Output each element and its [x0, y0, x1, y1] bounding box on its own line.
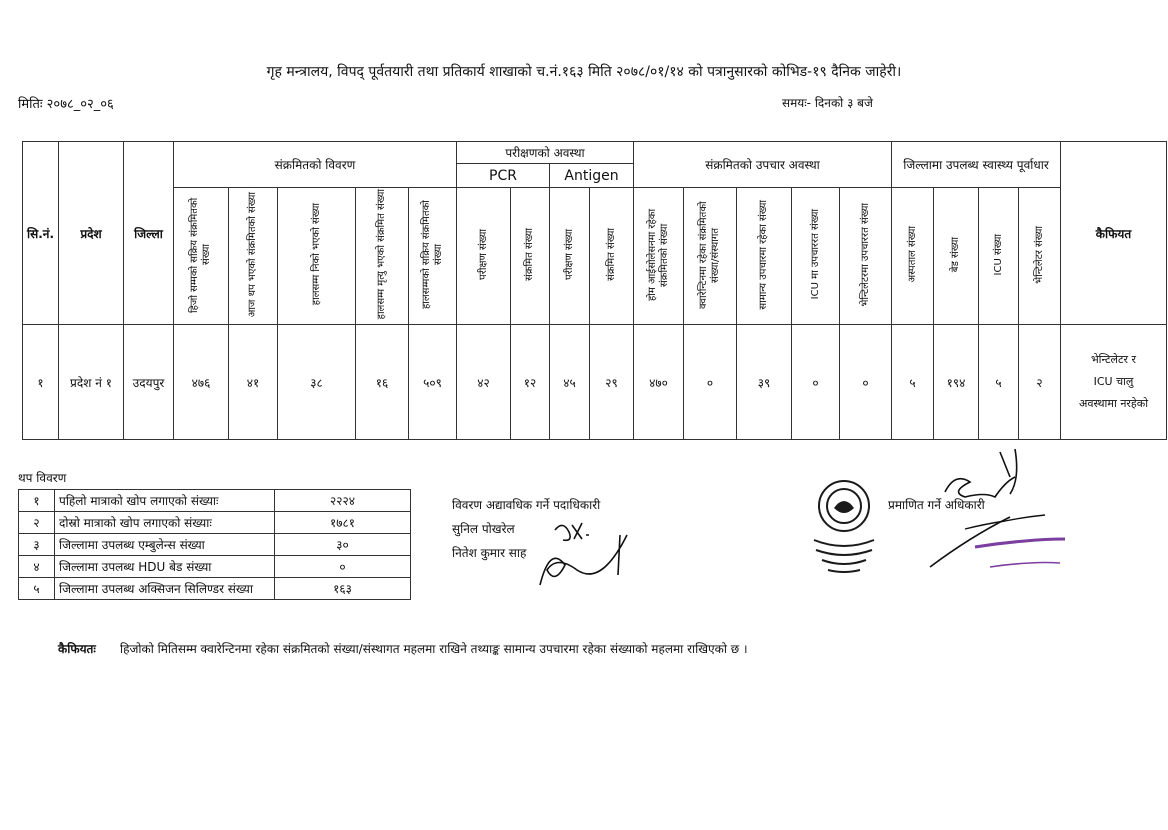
extra-sn: ३ — [19, 534, 55, 556]
col-district-header: जिल्ला — [124, 142, 174, 325]
cell-sn: १ — [23, 325, 59, 440]
cell-test: ४५ — [550, 325, 590, 440]
group-health-header: जिल्लामा उपलब्ध स्वास्थ्य पूर्वाधार — [892, 142, 1061, 188]
treatment-col-header: ICU मा उपचाररत संख्या — [792, 188, 840, 325]
remarks-line: भेन्टिलेटर र — [1090, 353, 1137, 366]
extra-label: जिल्लामा उपलब्ध अक्सिजन सिलिण्डर संख्या — [55, 578, 275, 600]
cell-treatment: ० — [792, 325, 840, 440]
table-row — [19, 578, 411, 600]
report-time: समयः- दिनको ३ बजे — [782, 96, 873, 110]
health-col-header: अस्पताल संख्या — [892, 188, 934, 325]
test-col-header: संक्रमित संख्या — [511, 188, 550, 325]
infected-col-header: हालसम्म मृत्यु भएको संक्रमित संख्या — [356, 188, 409, 325]
government-seal-image — [808, 478, 880, 576]
cell-district: उदयपुर — [124, 325, 174, 440]
extra-label: पहिलो मात्राको खोप लगाएको संख्याः — [55, 490, 275, 512]
extra-label: जिल्लामा उपलब्ध HDU बेड संख्या — [55, 556, 275, 578]
cell-treatment: ० — [840, 325, 892, 440]
health-col-header: भेन्टिलेटर संख्या — [1019, 188, 1061, 325]
group-treatment-header: संक्रमितको उपचार अवस्था — [634, 142, 892, 188]
extra-label: दोस्रो मात्राको खोप लगाएको संख्याः — [55, 512, 275, 534]
treatment-col-header: होम आईसोलेसनमा रहेका संक्रमितको संख्या — [634, 188, 684, 325]
test-col-header: परीक्षण संख्या — [550, 188, 590, 325]
extra-value: १७८१ — [275, 512, 411, 534]
cell-province: प्रदेश नं १ — [59, 325, 124, 440]
group-test-header: परीक्षणको अवस्था — [457, 142, 634, 164]
cell-treatment: ४७० — [634, 325, 684, 440]
health-col-header: बेड संख्या — [934, 188, 979, 325]
cell-test: १२ — [511, 325, 550, 440]
test-col-header: परीक्षण संख्या — [457, 188, 511, 325]
cell-test: २९ — [590, 325, 634, 440]
remarks-line: ICU चालु — [1093, 375, 1134, 388]
extra-label: जिल्लामा उपलब्ध एम्बुलेन्स संख्या — [55, 534, 275, 556]
extra-sn: १ — [19, 490, 55, 512]
remarks-line: अवस्थामा नरहेको — [1078, 397, 1149, 410]
cell-test: ४२ — [457, 325, 511, 440]
group-pcr-header: PCR — [457, 164, 550, 188]
treatment-col-header: भेन्टिलेटरमा उपचाररत संख्या — [840, 188, 892, 325]
table-row — [19, 534, 411, 556]
cell-treatment: ३९ — [737, 325, 792, 440]
extra-details-title: थप विवरण — [18, 471, 67, 485]
cell-remarks — [1061, 325, 1167, 440]
table-row — [19, 512, 411, 534]
cell-health: २ — [1019, 325, 1061, 440]
col-province-header: प्रदेश — [59, 142, 124, 325]
cell-infected: ४७६ — [174, 325, 229, 440]
group-infected-header: संक्रमितको विवरण — [174, 142, 457, 188]
extra-value: २२२४ — [275, 490, 411, 512]
remarks-text: हिजोको मितिसम्म क्वारेन्टिनमा रहेका संक्रमितको संख्या/संस्थागत महलमा राखिने तथ्याङ्क सामान्य उपचारमा रहेका संख्याको महलमा राखिएको छ । — [120, 642, 748, 656]
table-row — [19, 490, 411, 512]
extra-sn: ५ — [19, 578, 55, 600]
infected-col-header: हालसम्मको सक्रिय संक्रमितको संख्या — [409, 188, 457, 325]
official-signature-image — [520, 505, 650, 600]
official-name: सुनिल पोखरेल — [452, 522, 515, 536]
extra-value: ३० — [275, 534, 411, 556]
treatment-col-header: सामान्य उपचारमा रहेका संख्या — [737, 188, 792, 325]
authority-signature-stamp-image — [915, 437, 1105, 587]
extra-details-table — [18, 489, 411, 600]
cell-treatment: ० — [684, 325, 737, 440]
group-antigen-header: Antigen — [550, 164, 634, 188]
extra-value: १६३ — [275, 578, 411, 600]
extra-value: ० — [275, 556, 411, 578]
cell-infected: ४१ — [229, 325, 278, 440]
extra-sn: २ — [19, 512, 55, 534]
infected-col-header: हिजो सम्मको सक्रिय संक्रमितको संख्या — [174, 188, 229, 325]
authority-label: प्रमाणित गर्ने अधिकारी — [888, 498, 985, 512]
table-row — [23, 325, 1167, 440]
officials-label: विवरण अद्यावधिक गर्ने पदाधिकारी — [452, 498, 601, 512]
official-name: नितेश कुमार साह — [452, 546, 527, 560]
col-sn-header: सि.नं. — [23, 142, 59, 325]
extra-sn: ४ — [19, 556, 55, 578]
cell-infected: ५०९ — [409, 325, 457, 440]
cell-health: १९४ — [934, 325, 979, 440]
covid-report-table — [22, 141, 1167, 440]
remarks-label: कैफियतः — [58, 642, 96, 656]
cell-health: ५ — [892, 325, 934, 440]
treatment-col-header: क्वारेन्टिनमा रहेका संक्रमितको संख्या/संस्थागत — [684, 188, 737, 325]
col-remarks-header: कैफियत — [1061, 142, 1167, 325]
infected-col-header: हालसम्म निको भएको संख्या — [278, 188, 356, 325]
cell-infected: १६ — [356, 325, 409, 440]
page-title: गृह मन्त्रालय, विपद् पूर्वतयारी तथा प्रतिकार्य शाखाको च.नं.१६३ मिति २०७८/०१/१४ को पत्रानुसारको कोभिड-१९ दैनिक जाहेरी। — [266, 64, 902, 80]
report-date: मितिः २०७८_०२_०६ — [18, 97, 114, 112]
health-col-header: ICU संख्या — [979, 188, 1019, 325]
infected-col-header: आज थप भएको संक्रमितको संख्या — [229, 188, 278, 325]
table-row — [19, 556, 411, 578]
cell-infected: ३८ — [278, 325, 356, 440]
test-col-header: संक्रमित संख्या — [590, 188, 634, 325]
cell-health: ५ — [979, 325, 1019, 440]
